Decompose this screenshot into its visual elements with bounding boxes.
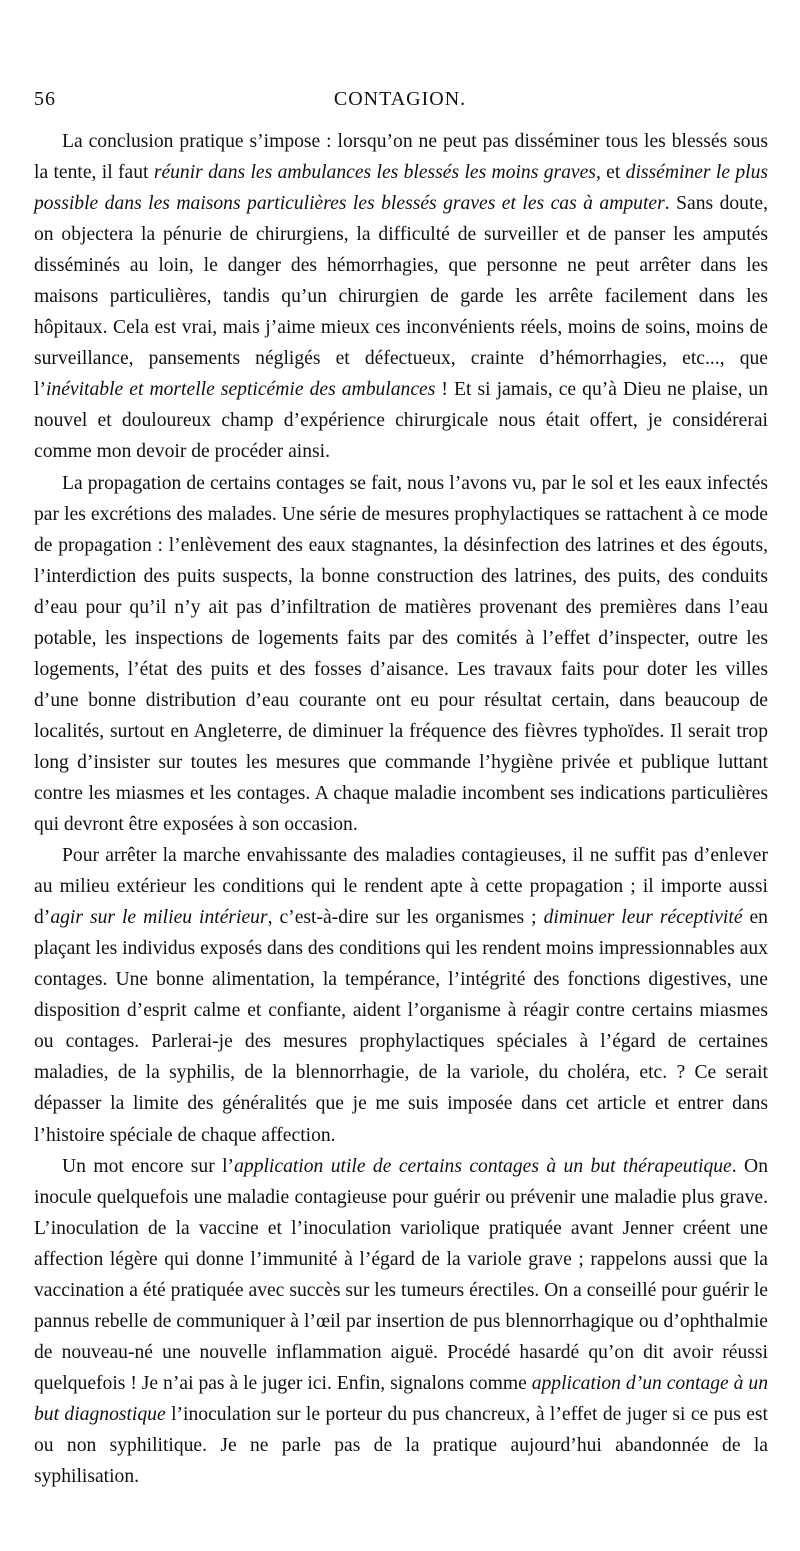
page-header [34,88,766,112]
text-run: Pour arrêter la marche envahissante des maladies contagieuses, il ne suffit pas d’enlever au milieu extérieur les conditions qui le rendent apte à cette propagation ; il importe aussi d’ [34,845,768,929]
italic-text: réunir dans les ambulances les blessés les moins graves [153,162,596,184]
italic-text: disséminer le plus possible dans les maisons particulières les blessés graves et les cas à amputer [34,162,769,215]
text-run: Un mot encore sur l’ [62,1155,235,1177]
text-run: l’inoculation sur le porteur du pus chancreux, à l’effet de juger si ce pus est ou non syphilitique. Je ne parle pas de la pratique aujourd’hui abandonnée de la syphilisation. [34,1403,769,1488]
text-run: , c’est-à-dire sur les organismes ; [267,907,544,929]
text-run: . On inocule quelquefois une maladie contagieuse pour guérir ou prévenir une maladie plus grave. L’inoculation de la vaccine et l’inoculation variolique pratiquée avant Jenner créent une affection légère qui donne l’immunité à l’égard de la variole grave ; rappelons aussi que la vaccination a été pratiquée avec succès sur les tumeurs érectiles. On a conseillé pour guérir le pannus rebelle de communiquer à l’œil par insertion de pus blennorrhagique ou d’ophthalmie de nouveau-né une nouvelle inflammation aiguë. Procédé hasardé qu’on dit avoir réussi quelquefois ! Je n’ai pas à le juger ici. Enfin, signalons comme [34,1155,768,1394]
italic-text: application d’un contage à un but diagnostique [34,1372,769,1425]
text-run: La propagation de certains contages se fait, nous l’avons vu, par le sol et les eaux infectés par les excrétions des malades. Une série de mesures prophylactiques se rattachent à ce mode de propagation : l’enlèvement des eaux stagnantes, la désinfection des latrines et des égouts, l’interdiction des puits suspects, la bonne construction des latrines, des puits, des conduits d’eau pour qu’il n’y ait pas d’infiltration de matières provenant des premières dans l’eau potable, les inspections de logements faits par des comités à l’effet d’inspecter, outre les logements, l’état des puits et des fosses d’aisance. Les travaux faits pour doter les villes d’une bonne distribution d’eau courante ont eu pour résultat certain, dans beaucoup de localités, surtout en Angleterre, de diminuer la fréquence des fièvres typhoïdes. Il serait trop long d’insister sur toutes les mesures que commande l’hygiène privée et publique luttant contre les miasmes et les contages. A chaque maladie incombent ses indications particulières qui devront être exposées à son occasion. [34,472,768,836]
italic-text: application utile de certains contages à un but thérapeutique [234,1155,732,1177]
text-run: , et [595,162,626,184]
body-text [34,126,768,1492]
italic-text: diminuer leur réceptivité [543,907,743,929]
text-run: ! Et si jamais, ce qu’à Dieu ne plaise, un nouvel et douloureux champ d’expérience chirurgicale nous était offert, je considérerai comme mon devoir de procéder ainsi. [34,379,768,463]
text-run: en plaçant les individus exposés dans des conditions qui les rendent moins impressionnables aux contages. Une bonne alimentation, la tempérance, l’intégrité des fonctions digestives, une disposition d’esprit calme et confiante, aident l’organisme à réagir contre certains miasmes ou contages. Parlerai-je des mesures prophylactiques spéciales à l’égard de certaines maladies, de la syphilis, de la blennorrhagie, de la variole, du choléra, etc. ? Ce serait dépasser la limite des généralités que je me suis imposée dans cet article et entrer dans l’histoire spéciale de chaque affection. [34,907,768,1146]
italic-text: agir sur le milieu intérieur [50,907,268,929]
text-run: La conclusion pratique s’impose : lorsqu’on ne peut pas disséminer tous les blessés sous la tente, il faut [34,131,768,184]
paragraph [34,1151,768,1493]
running-title: CONTAGION. [333,88,467,110]
paragraph [34,840,768,1150]
text-run: . Sans doute, on objectera la pénurie de chirurgiens, la difficulté de surveiller et de panser les amputés disséminés au loin, le danger des hémorrhagies, que personne ne peut arrêter dans les maisons particulières, tandis qu’un chirurgien de garde les arrête facilement dans les hôpitaux. Cela est vrai, mais j’aime mieux ces inconvénients réels, moins de soins, moins de surveillance, pansements négligés et défectueux, crainte d’hémorrhagies, etc..., que l’ [34,193,769,401]
paragraph [34,126,768,468]
italic-text: inévitable et mortelle septicémie des ambulances [45,379,436,401]
page-number: 56 [34,88,56,110]
paragraph [34,468,768,841]
